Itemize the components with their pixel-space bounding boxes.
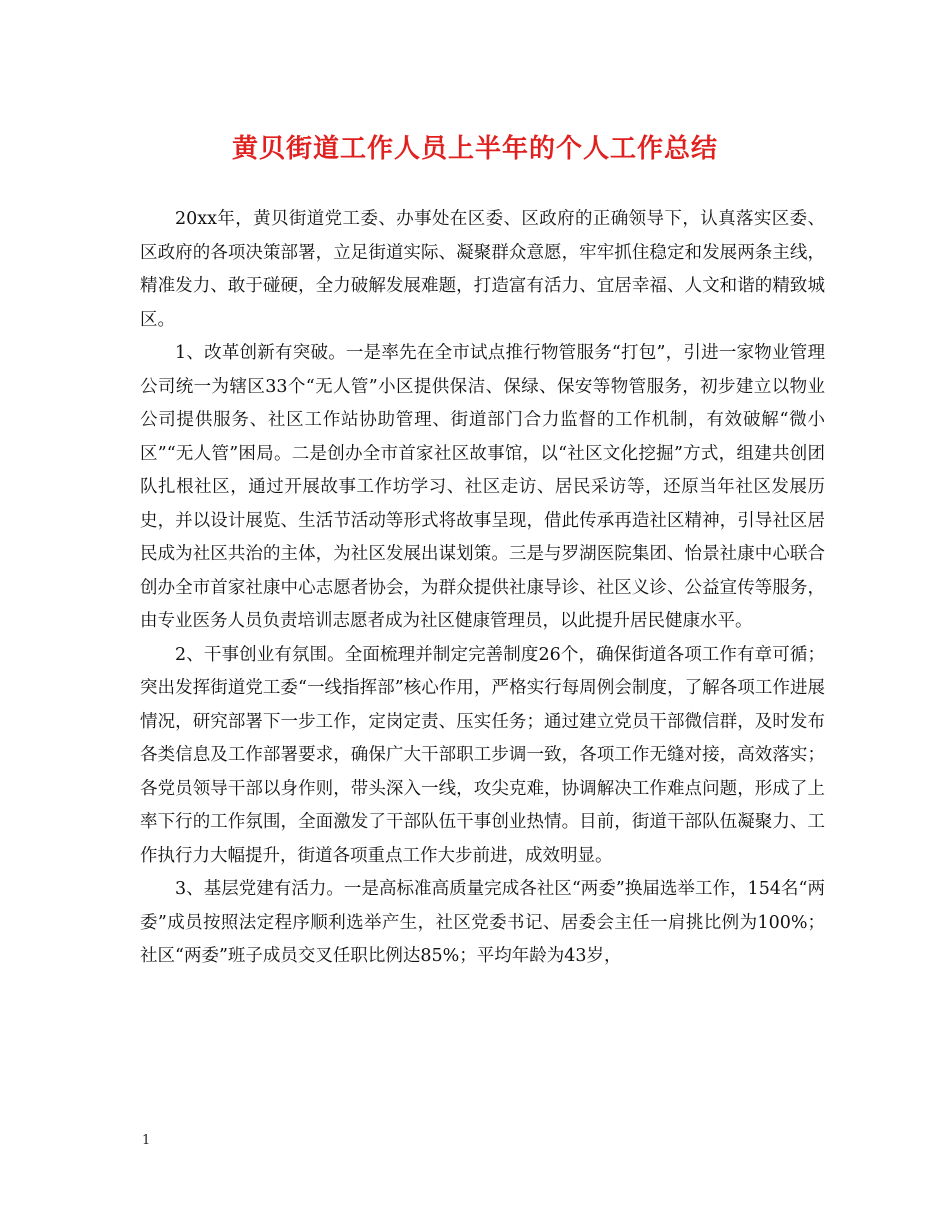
paragraph-party-building: 3、基层党建有活力。一是高标准高质量完成各社区“两委”换届选举工作，154名“两委”成员按照法定程序顺利选举产生，社区党委书记、居委会主任一肩挑比例为100%；社区“两委”班子成员交叉任职比例达85%；平均年龄为43岁，: [140, 879, 825, 966]
paragraph-reform-innovation: 1、改革创新有突破。一是率先在全市试点推行物管服务“打包”，引进一家物业管理公司统一为辖区33个“无人管”小区提供保洁、保绿、保安等物管服务，初步建立以物业公司提供服务、社区工作站协助管理、街道部门合力监督的工作机制，有效破解“微小区”“无人管”困局。二是创办全市首家社区故事馆，以“社区文化挖掘”方式，组建共创团队扎根社区，通过开展故事工作坊学习、社区走访、居民采访等，还原当年社区发展历史，并以设计展览、生活节活动等形式将故事呈现，借此传承再造社区精神，引导社区居民成为社区共治的主体，为社区发展出谋划策。三是与罗湖医院集团、怡景社康中心联合创办全市首家社康中心志愿者协会，为群众提供社康导诊、社区义诊、公益宣传等服务，由专业医务人员负责培训志愿者成为社区健康管理员，以此提升居民健康水平。: [140, 343, 825, 631]
paragraph-intro: 20xx年，黄贝街道党工委、办事处在区委、区政府的正确领导下，认真落实区委、区政府的各项决策部署，立足街道实际、凝聚群众意愿，牢牢抓住稳定和发展两条主线，精准发力、敢于碰硬，全力破解发展难题，打造富有活力、宜居幸福、人文和谐的精致城区。: [140, 209, 825, 330]
document-body: [140, 203, 825, 974]
document-title: 黄贝街道工作人员上半年的个人工作总结: [231, 134, 718, 164]
paragraph-work-atmosphere: 2、干事创业有氛围。全面梳理并制定完善制度26个，确保街道各项工作有章可循；突出发挥街道党工委“一线指挥部”核心作用，严格实行每周例会制度，了解各项工作进展情况，研究部署下一步工作，定岗定责、压实任务；通过建立党员干部微信群，及时发布各类信息及工作部署要求，确保广大干部职工步调一致，各项工作无缝对接，高效落实；各党员领导干部以身作则，带头深入一线，攻尖克难，协调解决工作难点问题，形成了上率下行的工作氛围，全面激发了干部队伍干事创业热情。目前，街道干部队伍凝聚力、工作执行力大幅提升，街道各项重点工作大步前进，成效明显。: [140, 644, 825, 866]
page-number: 1: [142, 1133, 151, 1148]
